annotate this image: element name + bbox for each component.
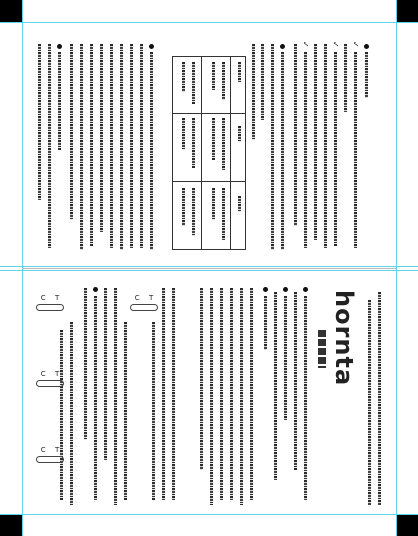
text-line: [94, 296, 97, 500]
corner-mark-top-left: [0, 0, 22, 22]
text-line: [152, 322, 155, 500]
text-line: [70, 44, 73, 220]
checkmark-icon: [301, 41, 309, 49]
logo-subtitle-mark: [318, 330, 326, 368]
text-line: [124, 322, 127, 500]
text-line: [150, 52, 153, 250]
reagent-table: [172, 56, 246, 250]
text-line: [271, 44, 274, 250]
text-line: [210, 288, 213, 505]
control-line-label: C: [40, 446, 46, 454]
text-line: [294, 44, 297, 226]
text-line: [172, 288, 175, 500]
corner-mark-bottom-right: [396, 514, 418, 536]
test-line-label: T: [149, 294, 154, 302]
bullet-icon: [283, 287, 288, 292]
text-line: [274, 292, 277, 480]
text-line: [304, 52, 307, 248]
test-line-label: T: [55, 370, 60, 378]
bullet-icon: [280, 44, 285, 49]
corner-mark-bottom-left: [0, 514, 22, 536]
test-line-label: T: [55, 446, 60, 454]
test-strip-diagram: [36, 446, 64, 463]
text-line: [261, 44, 264, 120]
guide-line-page-break-upper: [0, 266, 418, 267]
text-line: [264, 296, 267, 350]
text-line: [140, 44, 143, 248]
table-column-divider: [173, 181, 245, 182]
text-line: [60, 330, 63, 500]
text-line: [130, 44, 133, 248]
bullet-icon: [263, 287, 268, 292]
text-line: [80, 44, 83, 250]
text-line: [162, 288, 165, 500]
test-strip-diagram: [36, 294, 64, 311]
logo-text: hornta: [330, 290, 358, 387]
test-strip-icon: [36, 456, 64, 463]
text-line: [90, 44, 93, 246]
test-strip-diagram: [130, 294, 158, 311]
guide-line-page-break-lower: [0, 270, 418, 271]
bullet-icon: [364, 44, 369, 49]
text-line: [354, 52, 357, 248]
bullet-icon: [93, 287, 98, 292]
text-line: [314, 44, 317, 240]
bullet-icon: [303, 287, 308, 292]
page-separator: [22, 268, 396, 269]
text-line: [378, 292, 381, 505]
control-line-label: C: [40, 370, 46, 378]
text-line: [100, 44, 103, 232]
text-line: [334, 52, 337, 246]
text-line: [284, 296, 287, 420]
text-line: [240, 288, 243, 505]
bullet-icon: [57, 44, 62, 49]
table-row-divider: [230, 57, 231, 249]
guide-line-right: [396, 0, 397, 536]
text-line: [365, 52, 368, 98]
text-line: [120, 44, 123, 250]
text-line: [200, 288, 203, 470]
text-line: [70, 322, 73, 505]
table-row-divider: [201, 57, 202, 249]
corner-mark-top-right: [396, 0, 418, 22]
text-line: [252, 44, 255, 140]
text-line: [84, 288, 87, 440]
bullet-icon: [149, 44, 154, 49]
control-line-label: C: [134, 294, 140, 302]
guide-line-bottom: [0, 514, 418, 515]
text-line: [324, 44, 327, 248]
text-line: [368, 300, 371, 505]
text-line: [114, 288, 117, 505]
text-line: [38, 44, 41, 200]
control-line-label: C: [40, 294, 46, 302]
text-line: [104, 288, 107, 460]
text-line: [304, 296, 307, 500]
text-line: [220, 288, 223, 500]
table-column-divider: [173, 113, 245, 114]
text-line: [58, 52, 61, 150]
text-line: [294, 292, 297, 470]
text-line: [281, 52, 284, 250]
checkmark-icon: [331, 41, 339, 49]
text-line: [250, 288, 253, 500]
test-strip-icon: [130, 304, 158, 311]
test-strip-diagram: [36, 370, 64, 387]
text-line: [230, 288, 233, 500]
text-line: [48, 44, 51, 248]
brand-logo: [331, 290, 357, 386]
test-strip-icon: [36, 304, 64, 311]
test-strip-icon: [36, 380, 64, 387]
guide-line-top: [0, 22, 418, 23]
text-line: [344, 44, 347, 112]
text-line: [110, 44, 113, 248]
checkmark-icon: [351, 41, 359, 49]
test-line-label: T: [55, 294, 60, 302]
